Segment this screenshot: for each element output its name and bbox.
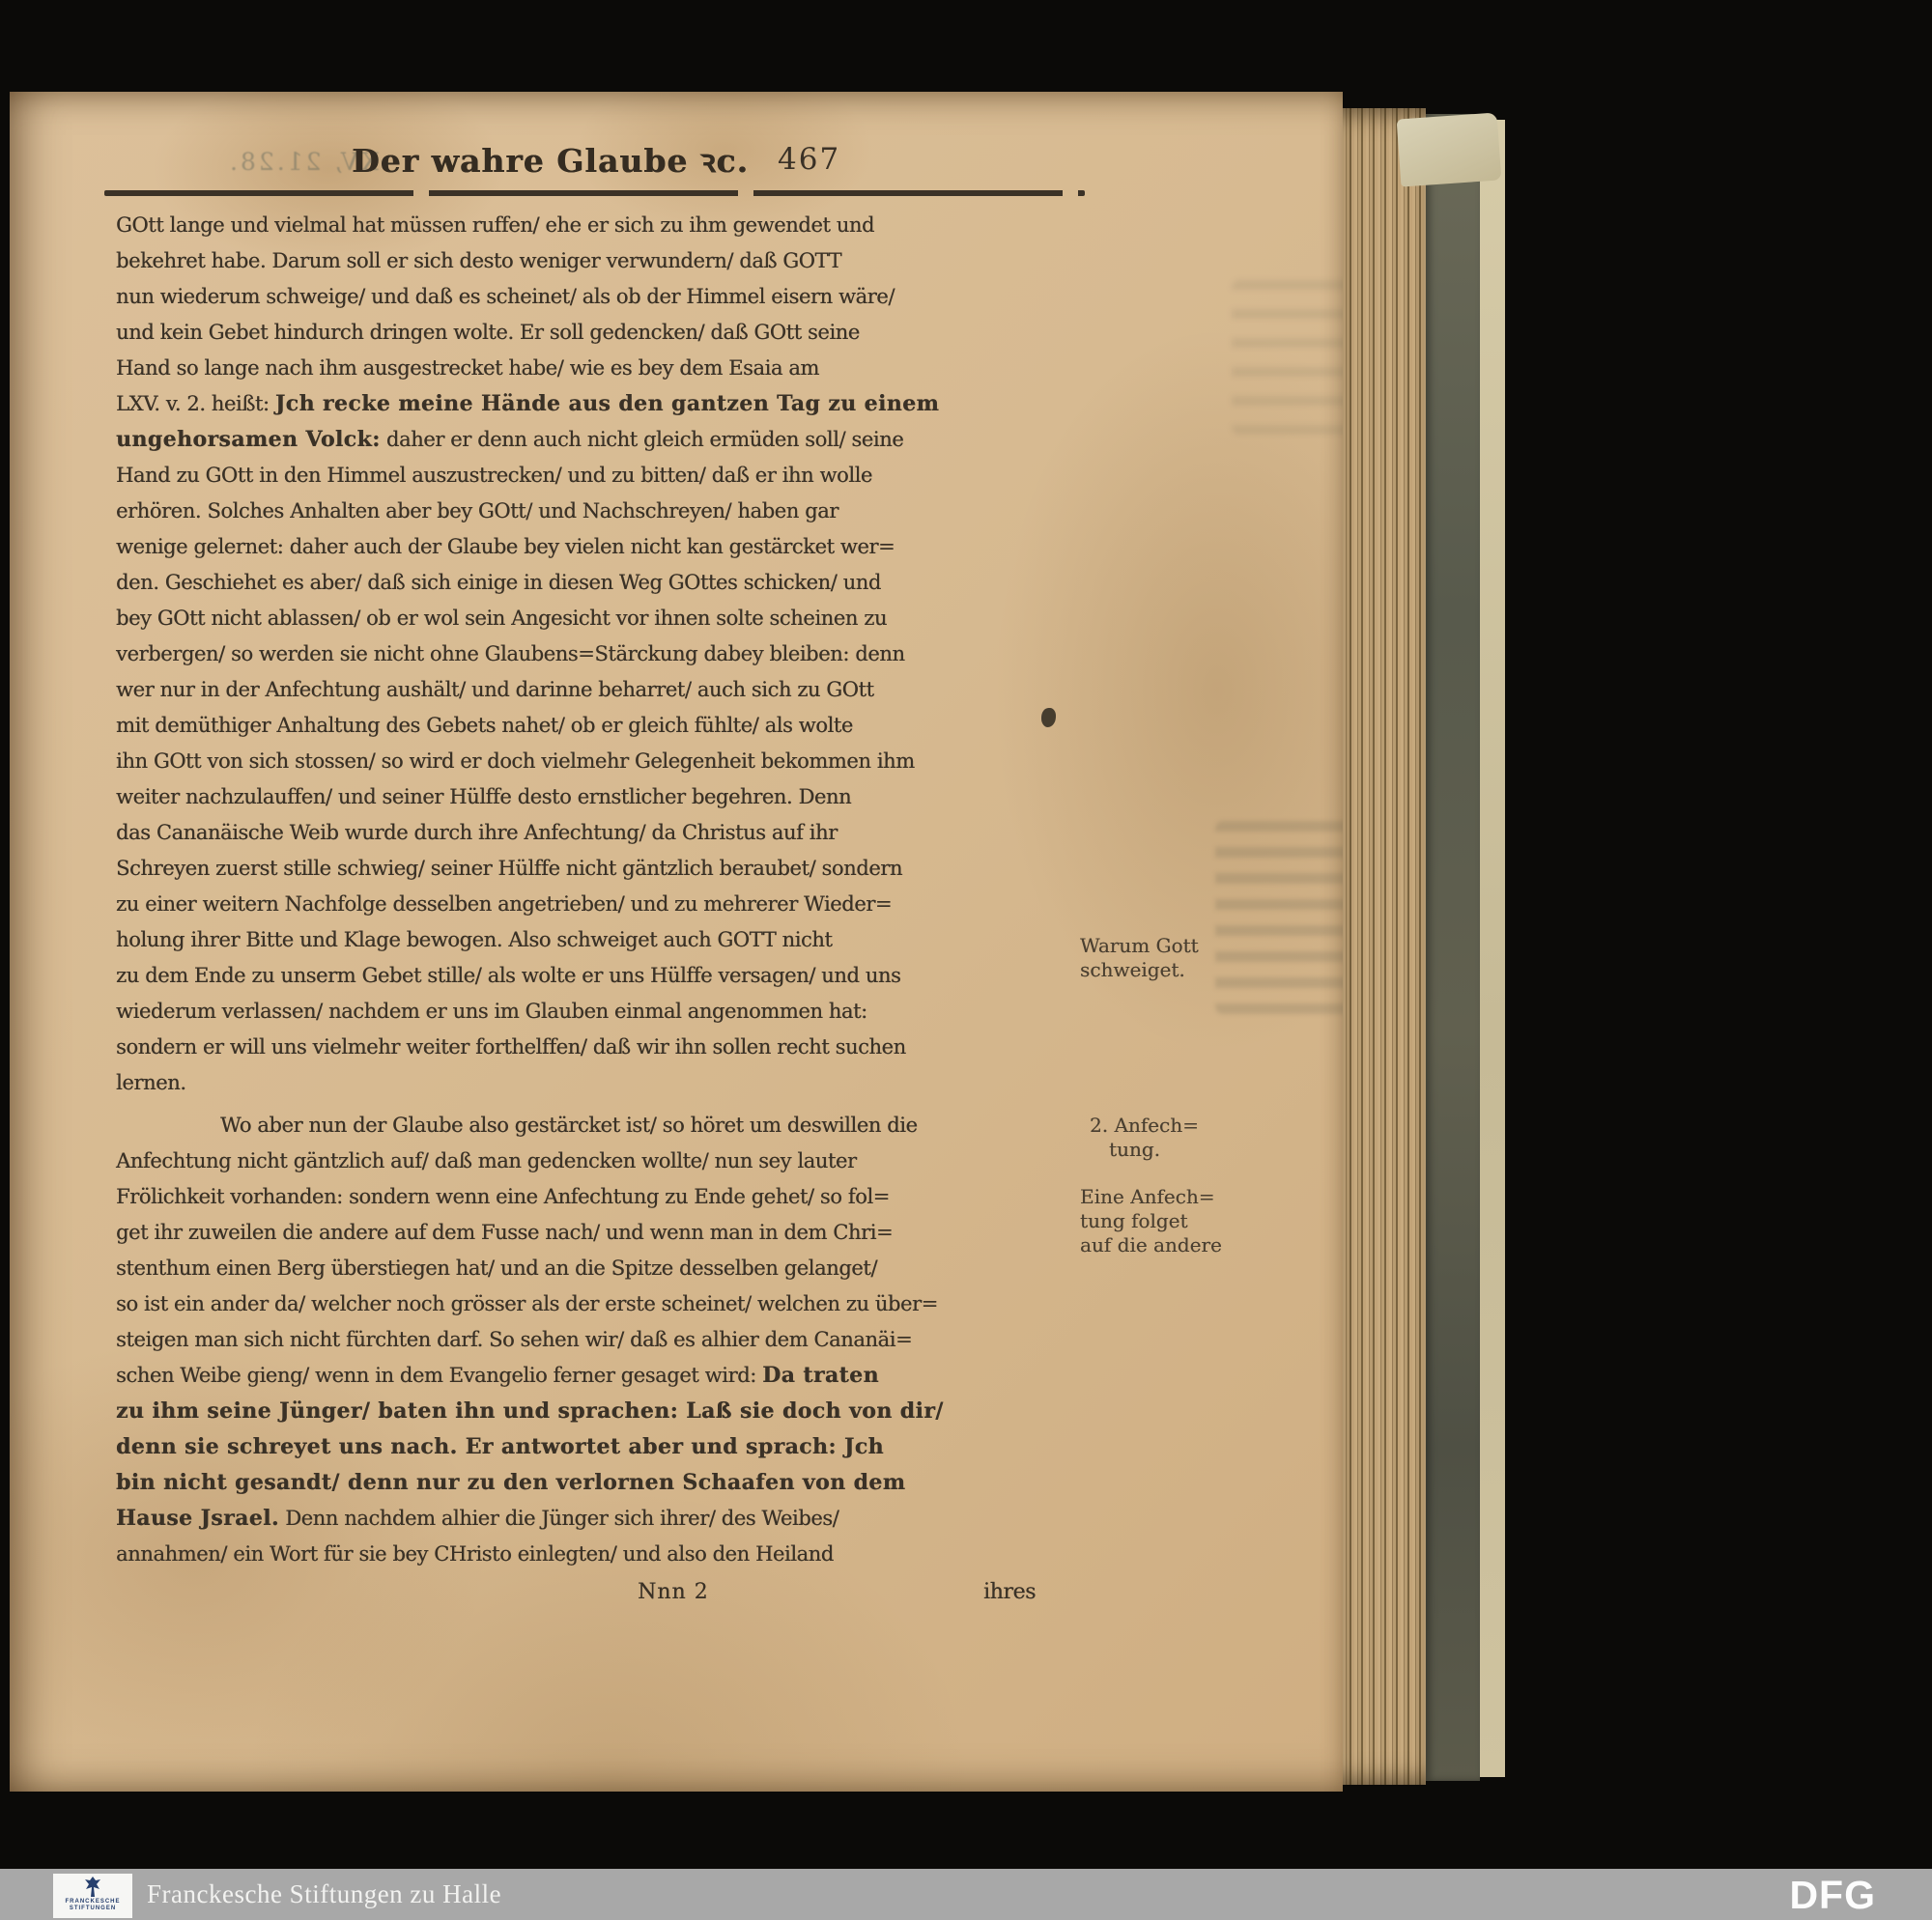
scripture-emphasis: zu ihm seine Jünger/ baten ihn und sprachen: Laß sie doch von dir/	[116, 1398, 944, 1424]
text-line	[116, 815, 1082, 851]
text-line	[116, 1501, 1082, 1537]
text-segment: den. Geschiehet es aber/ daß sich einige in diesen Weg GOttes schicken/ und	[116, 571, 881, 594]
text-line	[116, 636, 1082, 672]
text-line	[116, 922, 1082, 958]
text-segment: lernen.	[116, 1071, 186, 1094]
text-line	[116, 386, 1082, 422]
text-line	[116, 1394, 1082, 1429]
book-page	[10, 92, 1343, 1792]
scripture-emphasis: Da traten	[762, 1363, 879, 1388]
text-segment: Hand so lange nach ihm ausgestrecket habe/ wie es bey dem Esaia am	[116, 356, 819, 380]
scripture-emphasis: denn sie schreyet uns nach. Er antwortet aber und sprach: Jch	[116, 1434, 884, 1459]
running-head	[116, 138, 1077, 182]
text-segment: Hand zu GOtt in den Himmel auszustrecken/ und zu bitten/ daß er ihn wolle	[116, 464, 872, 487]
page-number: 467	[778, 142, 841, 177]
margin-note-line: auf die andere	[1080, 1233, 1222, 1256]
text-line	[116, 1030, 1082, 1065]
paragraph	[116, 1108, 1082, 1572]
scripture-emphasis: ungehorsamen Volck:	[116, 427, 381, 452]
text-segment: wenige gelernet: daher auch der Glaube bey vielen nicht kan gestärcket wer=	[116, 535, 895, 558]
text-line	[116, 1251, 1082, 1286]
margin-note-line: Eine Anfech=	[1080, 1185, 1215, 1208]
book-fore-edge-pages	[1343, 108, 1426, 1785]
scripture-emphasis: Jch recke meine Hände aus den gantzen Tag zu einem	[274, 391, 940, 416]
margin-note	[1080, 1114, 1283, 1162]
scripture-emphasis: Hause Jsrael.	[116, 1506, 279, 1531]
text-segment: wiederum verlassen/ nachdem er uns im Glauben einmal angenommen hat:	[116, 1000, 867, 1023]
text-segment: bekehret habe. Darum soll er sich desto weniger verwundern/ daß GOTT	[116, 249, 842, 272]
text-line	[116, 1286, 1082, 1322]
text-segment: wer nur in der Anfechtung aushält/ und darinne beharret/ auch sich zu GOtt	[116, 678, 874, 701]
text-line	[116, 779, 1082, 815]
text-line	[116, 708, 1082, 744]
text-segment: und kein Gebet hindurch dringen wolte. Er soll gedencken/ daß GOtt seine	[116, 321, 860, 344]
text-line	[116, 1144, 1082, 1179]
signature-mark: Nnn 2	[638, 1580, 709, 1604]
text-line	[116, 1065, 1082, 1101]
text-line	[116, 744, 1082, 779]
margin-note-line: 2. Anfech=	[1090, 1114, 1199, 1137]
text-segment: steigen man sich nicht fürchten darf. So sehen wir/ daß es alhier dem Cananäi=	[116, 1328, 913, 1351]
text-line	[116, 851, 1082, 887]
text-segment: sondern er will uns vielmehr weiter forthelffen/ daß wir ihn sollen recht suchen	[116, 1035, 906, 1059]
text-line	[116, 243, 1082, 279]
text-segment: nun wiederum schweige/ und daß es scheinet/ als ob der Himmel eisern wäre/	[116, 285, 895, 308]
text-segment: das Cananäische Weib wurde durch ihre Anfechtung/ da Christus auf ihr	[116, 821, 838, 844]
text-segment: annahmen/ ein Wort für sie bey CHristo einlegten/ und also den Heiland	[116, 1542, 834, 1566]
text-line	[116, 351, 1082, 386]
institution-name: Franckesche Stiftungen zu Halle	[147, 1879, 502, 1908]
text-segment: erhören. Solches Anhalten aber bey GOtt/ und Nachschreyen/ haben gar	[116, 499, 838, 522]
text-line	[116, 494, 1082, 529]
text-line	[116, 1179, 1082, 1215]
text-line	[116, 565, 1082, 601]
book-cover-corner	[1397, 112, 1502, 186]
text-segment: zu einer weitern Nachfolge desselben angetrieben/ und zu mehrerer Wieder=	[116, 892, 893, 916]
text-line	[116, 958, 1082, 994]
text-line	[116, 1322, 1082, 1358]
text-line	[116, 1537, 1082, 1572]
book-cover-edge	[1480, 120, 1505, 1777]
signature-line	[116, 1574, 1082, 1613]
dfg-logo: DFG	[1789, 1873, 1876, 1917]
text-segment: weiter nachzulauffen/ und seiner Hülffe desto ernstlicher begehren. Denn	[116, 785, 852, 808]
text-line	[116, 315, 1082, 351]
text-line	[116, 208, 1082, 243]
text-line	[116, 601, 1082, 636]
margin-note-line: tung folget	[1080, 1209, 1188, 1232]
running-title: Der wahre Glaube ꝛc.	[351, 142, 750, 180]
text-segment: Wo aber nun der Glaube also gestärcket ist/ so höret um deswillen die	[220, 1114, 918, 1137]
text-line	[116, 1358, 1082, 1394]
text-line	[116, 994, 1082, 1030]
text-segment: Frölichkeit vorhanden: sondern wenn eine Anfechtung zu Ende gehet/ so fol=	[116, 1185, 890, 1208]
text-segment: GOtt lange und vielmal hat müssen ruffen/ ehe er sich zu ihm gewendet und	[116, 213, 874, 237]
text-line	[116, 1215, 1082, 1251]
catchword: ihres	[982, 1580, 1036, 1604]
text-segment: Denn nachdem alhier die Jünger sich ihrer/ des Weibes/	[278, 1507, 839, 1530]
text-line	[116, 887, 1082, 922]
text-segment: get ihr zuweilen die andere auf dem Fusse nach/ und wenn man in dem Chri=	[116, 1221, 894, 1244]
text-line	[116, 672, 1082, 708]
text-segment: so ist ein ander da/ welcher noch grösser als der erste scheinet/ welchen zu über=	[116, 1292, 938, 1315]
viewer-footer-bar	[0, 1869, 1932, 1920]
book-fore-edge-shadow	[1426, 114, 1480, 1781]
text-line	[116, 529, 1082, 565]
text-segment: Anfechtung nicht gäntzlich auf/ daß man gedencken wollte/ nun sey lauter	[116, 1149, 857, 1172]
margin-note-line: Warum Gott	[1080, 934, 1199, 957]
text-line	[116, 458, 1082, 494]
header-rule	[104, 190, 1085, 196]
text-segment: Schreyen zuerst stille schwieg/ seiner Hülffe nicht gäntzlich beraubet/ sondern	[116, 857, 903, 880]
margin-note	[1080, 1185, 1273, 1257]
text-segment: LXV. v. 2. heißt:	[116, 392, 275, 415]
eagle-icon	[83, 1876, 102, 1899]
text-segment: daher er denn auch nicht gleich ermüden soll/ seine	[380, 428, 904, 451]
text-line	[116, 1465, 1082, 1501]
text-segment: stenthum einen Berg überstiegen hat/ und an die Spitze desselben gelanget/	[116, 1256, 878, 1280]
logo-wordmark-line2: STIFTUNGEN	[69, 1906, 117, 1911]
text-line	[116, 1108, 1082, 1144]
logo-wordmark-line1: FRANCKESCHE	[65, 1899, 121, 1905]
margin-note-line: schweiget.	[1080, 958, 1185, 981]
text-line	[116, 422, 1082, 458]
institution-logo	[53, 1874, 132, 1918]
text-segment: bey GOtt nicht ablassen/ ob er wol sein Angesicht vor ihnen solte scheinen zu	[116, 607, 887, 630]
paragraph	[116, 208, 1082, 1101]
text-segment: mit demüthiger Anhaltung des Gebets nahet/ ob er gleich fühlte/ als wolte	[116, 714, 853, 737]
text-line	[116, 1429, 1082, 1465]
text-segment: zu dem Ende zu unserm Gebet stille/ als wolte er uns Hülffe versagen/ und uns	[116, 964, 901, 987]
text-segment: holung ihrer Bitte und Klage bewogen. Also schweiget auch GOTT nicht	[116, 928, 833, 951]
text-segment: verbergen/ so werden sie nicht ohne Glaubens=Stärckung dabey bleiben: denn	[116, 642, 905, 665]
body-text	[116, 208, 1082, 1613]
margin-note-line: tung.	[1109, 1138, 1160, 1161]
bleedthrough-text: XV, 21.28.	[227, 148, 379, 176]
text-segment: ihn GOtt von sich stossen/ so wird er doch vielmehr Gelegenheit bekommen ihm	[116, 749, 915, 773]
text-line	[116, 279, 1082, 315]
scripture-emphasis: bin nicht gesandt/ denn nur zu den verlornen Schaafen von dem	[116, 1470, 906, 1495]
text-segment: schen Weibe gieng/ wenn in dem Evangelio ferner gesaget wird:	[116, 1364, 763, 1387]
